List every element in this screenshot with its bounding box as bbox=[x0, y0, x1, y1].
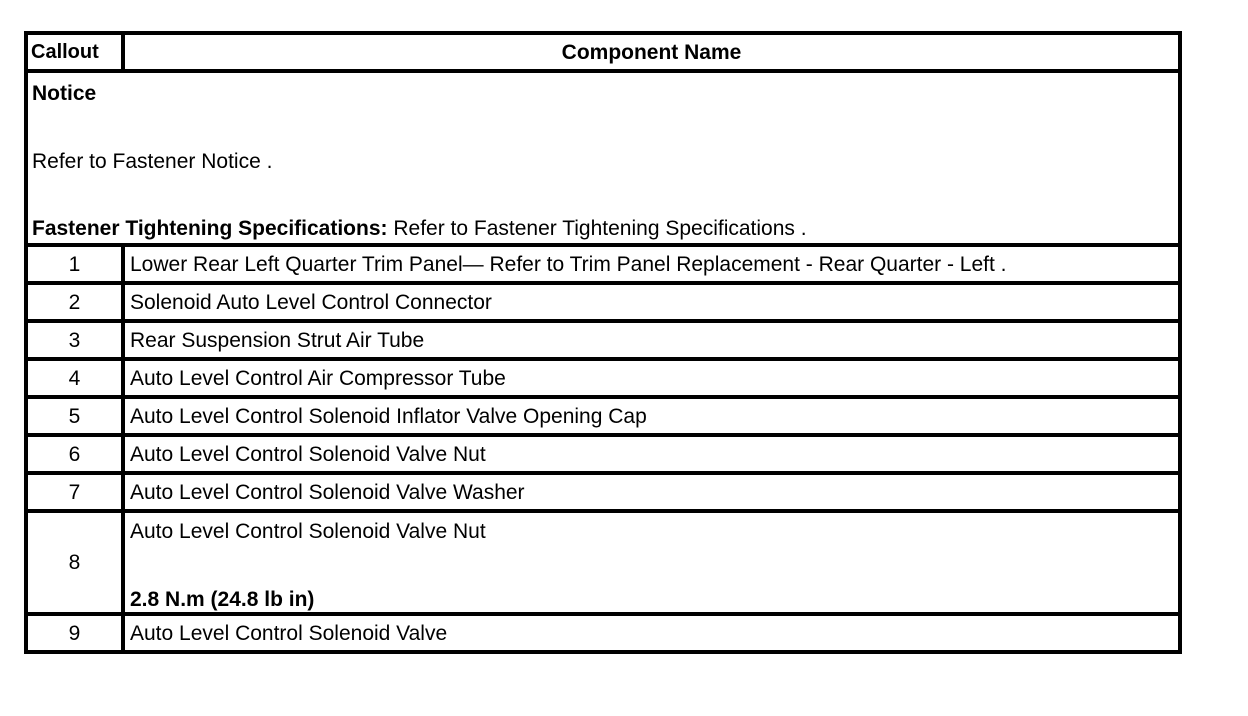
callout-cell: 1 bbox=[26, 245, 123, 283]
table-row bbox=[26, 511, 1180, 614]
notice-row bbox=[26, 71, 1180, 245]
component-name-cell: Rear Suspension Strut Air Tube bbox=[123, 321, 1180, 359]
callout-cell: 6 bbox=[26, 435, 123, 473]
table-row bbox=[26, 435, 1180, 473]
callout-cell: 2 bbox=[26, 283, 123, 321]
table-header-row bbox=[26, 33, 1180, 71]
notice-spec-text: Refer to Fastener Tightening Specifications . bbox=[387, 217, 807, 240]
component-name-cell: Lower Rear Left Quarter Trim Panel— Refer to Trim Panel Replacement - Rear Quarter - Left . bbox=[123, 245, 1180, 283]
notice-text: Refer to Fastener Notice . bbox=[32, 150, 273, 173]
callout-cell: 5 bbox=[26, 397, 123, 435]
notice-spec-line bbox=[32, 218, 807, 239]
callout-cell: 3 bbox=[26, 321, 123, 359]
table-row bbox=[26, 397, 1180, 435]
component-name-cell: Solenoid Auto Level Control Connector bbox=[123, 283, 1180, 321]
torque-spec: 2.8 N.m (24.8 lb in) bbox=[130, 588, 315, 611]
component-name-cell: Auto Level Control Air Compressor Tube bbox=[123, 359, 1180, 397]
callout-cell: 4 bbox=[26, 359, 123, 397]
notice-spec-label: Fastener Tightening Specifications: bbox=[32, 217, 388, 240]
component-name-cell: Auto Level Control Solenoid Valve bbox=[123, 614, 1180, 652]
component-name-cell bbox=[123, 511, 1180, 614]
table-row bbox=[26, 473, 1180, 511]
component-name-text: Auto Level Control Solenoid Valve Nut bbox=[130, 520, 486, 543]
table-row bbox=[26, 614, 1180, 652]
component-table bbox=[24, 31, 1182, 654]
component-name-cell: Auto Level Control Solenoid Valve Washer bbox=[123, 473, 1180, 511]
notice-cell bbox=[26, 71, 1180, 245]
callout-cell: 9 bbox=[26, 614, 123, 652]
table-row bbox=[26, 359, 1180, 397]
component-name-cell: Auto Level Control Solenoid Valve Nut bbox=[123, 435, 1180, 473]
callout-cell: 7 bbox=[26, 473, 123, 511]
callout-column-header: Callout bbox=[26, 33, 123, 71]
table-row bbox=[26, 283, 1180, 321]
callout-cell: 8 bbox=[26, 511, 123, 614]
table-row bbox=[26, 245, 1180, 283]
table-row bbox=[26, 321, 1180, 359]
component-name-column-header: Component Name bbox=[123, 33, 1180, 71]
component-name-cell: Auto Level Control Solenoid Inflator Valve Opening Cap bbox=[123, 397, 1180, 435]
notice-title: Notice bbox=[32, 82, 97, 105]
